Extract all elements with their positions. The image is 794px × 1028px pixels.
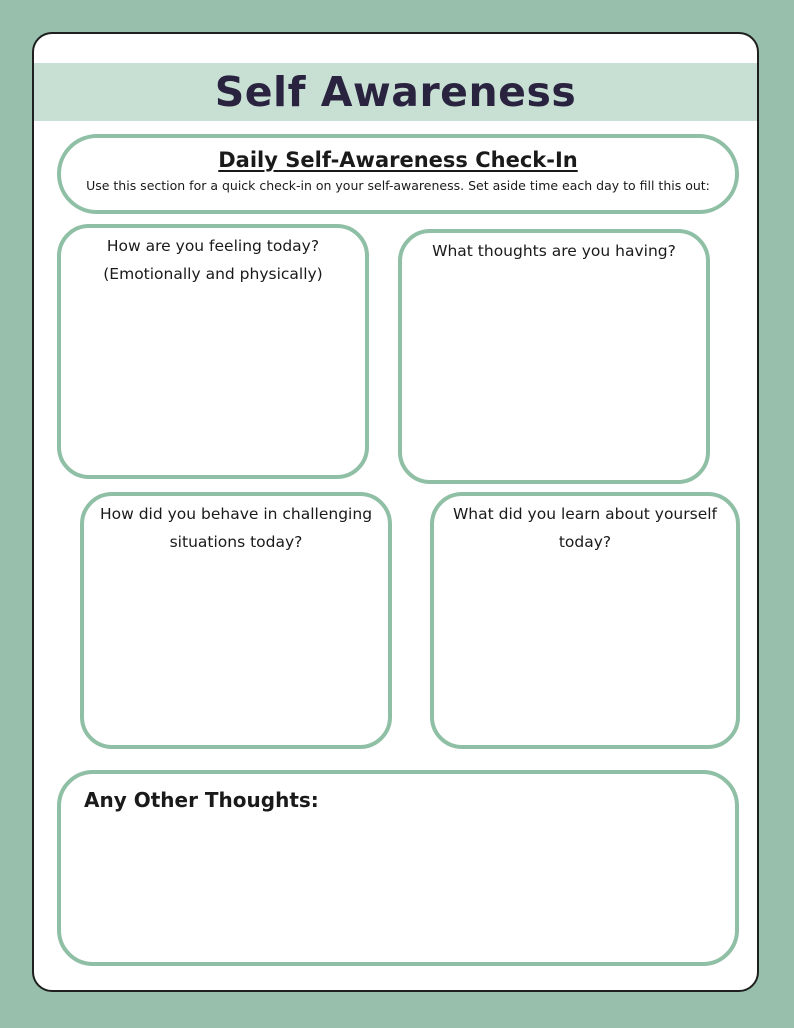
thoughts-box bbox=[398, 229, 710, 484]
behavior-prompt-line2: situations today? bbox=[169, 533, 303, 551]
other-thoughts-box bbox=[57, 770, 739, 966]
learning-prompt-line1: What did you learn about yourself bbox=[452, 505, 718, 523]
title-banner bbox=[34, 63, 757, 121]
behavior-box bbox=[80, 492, 392, 749]
thoughts-prompt-line1: What thoughts are you having? bbox=[432, 242, 676, 260]
learning-answer-area[interactable] bbox=[444, 576, 726, 733]
other-thoughts-label: Any Other Thoughts: bbox=[84, 788, 319, 812]
feeling-prompt-line2: (Emotionally and physically) bbox=[103, 265, 323, 283]
behavior-answer-area[interactable] bbox=[94, 576, 378, 733]
checkin-heading: Daily Self-Awareness Check-In bbox=[218, 148, 578, 172]
other-thoughts-answer-area[interactable] bbox=[71, 826, 725, 950]
thoughts-answer-area[interactable] bbox=[412, 313, 696, 468]
worksheet-page bbox=[32, 32, 759, 992]
behavior-prompt-line1: How did you behave in challenging bbox=[99, 505, 373, 523]
thoughts-prompt bbox=[402, 233, 706, 265]
feeling-box bbox=[57, 224, 369, 479]
page-title: Self Awareness bbox=[214, 68, 577, 116]
feeling-prompt bbox=[61, 228, 365, 288]
checkin-section bbox=[57, 134, 739, 214]
behavior-prompt bbox=[84, 496, 388, 556]
checkin-description: Use this section for a quick check-in on your self-awareness. Set aside time each day to fill this out: bbox=[86, 178, 710, 193]
learning-prompt-line2: today? bbox=[558, 533, 612, 551]
learning-box bbox=[430, 492, 740, 749]
feeling-answer-area[interactable] bbox=[71, 308, 355, 463]
learning-prompt bbox=[434, 496, 736, 556]
feeling-prompt-line1: How are you feeling today? bbox=[106, 237, 320, 255]
